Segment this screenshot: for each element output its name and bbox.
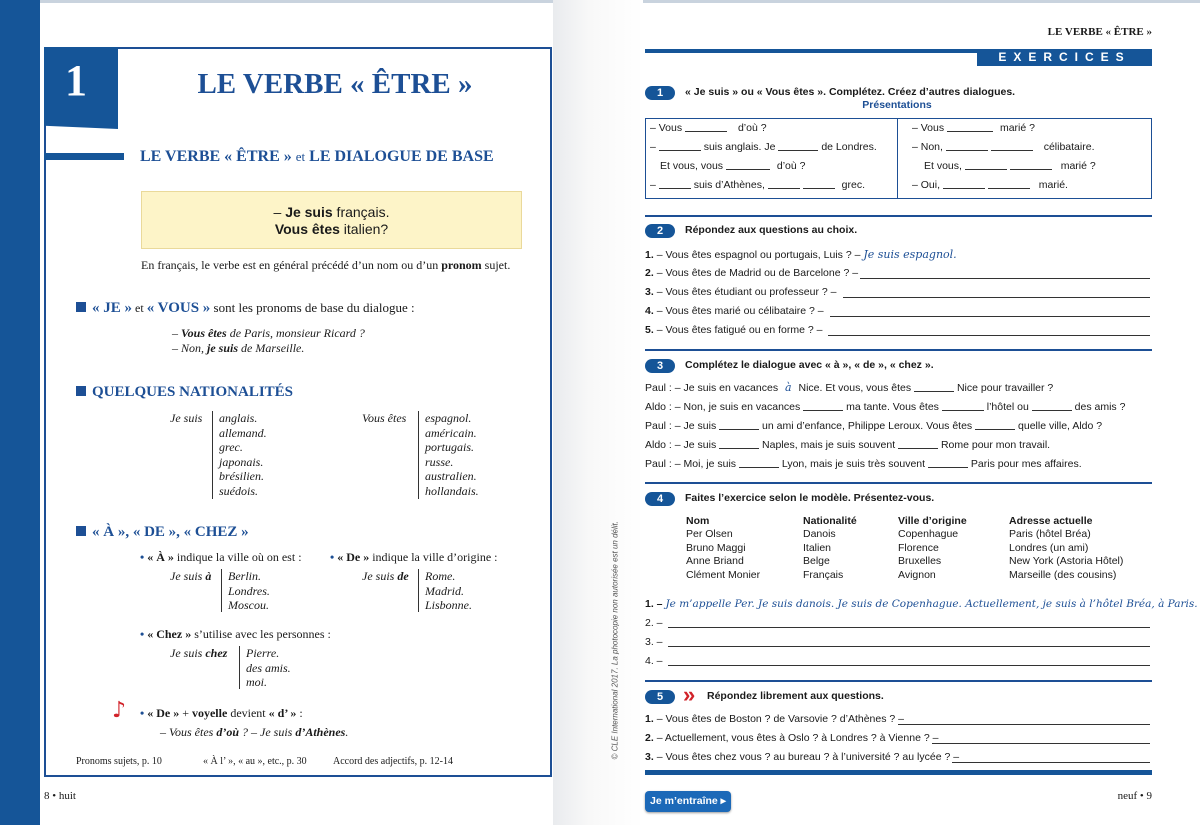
table-cell: Français: [803, 569, 844, 581]
table-cell: Copenhague: [898, 528, 959, 540]
ref-pronoms[interactable]: Pronoms sujets, p. 10: [76, 756, 162, 767]
bottom-rule: [645, 770, 1152, 775]
chez-lead: Je suis chez: [170, 646, 228, 660]
section-title: LE VERBE « ÊTRE » et LE DIALOGUE DE BASE: [140, 148, 494, 165]
chapter-number: 1: [65, 56, 87, 105]
ex2-answer-line-2[interactable]: [860, 278, 1150, 279]
square-bullet-icon: [76, 386, 86, 396]
intro-text: En français, le verbe est en général précédé d’un nom ou d’un pronom sujet.: [141, 258, 511, 272]
ex1-right-line-4: – Oui, marié.: [912, 179, 1068, 191]
ex2-item-4: 4. – Vous êtes marié ou célibataire ? –: [645, 305, 824, 317]
ex4-answer-3-label: 3. –: [645, 636, 663, 648]
ex3-line-4: Aldo : – Je suis Naples, mais je suis souvent Rome pour mon travail.: [645, 439, 1051, 451]
ex3-line-5: Paul : – Moi, je suis Lyon, mais je suis très souvent Paris pour mes affaires.: [645, 458, 1082, 470]
ex1-left-line-2: – suis anglais. Je de Londres.: [650, 141, 877, 153]
ex4-answer-4-label: 4. –: [645, 655, 663, 667]
example-line-2: Vous êtes italien?: [274, 221, 389, 237]
double-chevron-icon: »: [683, 682, 696, 707]
ex3-line-3: Paul : – Je suis un ami d’enfance, Philippe Leroux. Vous êtes quelle ville, Aldo ?: [645, 420, 1103, 432]
ex1-right-line-2: – Non, célibataire.: [912, 141, 1095, 153]
table-row: Per Olsen: [686, 528, 733, 540]
exercise-separator: [645, 482, 1152, 484]
ex1-right-line-3: Et vous, marié ?: [924, 160, 1096, 172]
de-rule: • « De » indique la ville d’origine :: [330, 550, 498, 564]
exercise-2-number: 2: [645, 224, 675, 238]
ex2-item-3: 3. – Vous êtes étudiant ou professeur ? –: [645, 286, 837, 298]
voyelle-example: – Vous êtes d’où ? – Je suis d’Athènes.: [160, 725, 349, 739]
je-suis-label: Je suis: [170, 411, 203, 425]
table-cell: Paris (hôtel Bréa): [1009, 528, 1091, 540]
example-line-1: – Je suis français.: [273, 204, 390, 220]
a-city-list: Berlin. Londres. Moscou.: [221, 569, 270, 612]
ex1-left-line-4: – suis d’Athènes, grec.: [650, 179, 866, 191]
exercise-separator: [645, 680, 1152, 682]
ex3-line-2: Aldo : – Non, je suis en vacances ma tante. Vous êtes l’hôtel ou des amis ?: [645, 401, 1126, 413]
exercise-3-instruction: Complétez le dialogue avec « à », « de », « chez ».: [685, 359, 934, 371]
table-cell: Belge: [803, 555, 830, 567]
ex4-answer-line-2[interactable]: [668, 627, 1150, 628]
square-bullet-icon: [76, 302, 86, 312]
table-cell: Avignon: [898, 569, 936, 581]
nationality-list-1: anglais. allemand. grec. japonais. brésilien. suédois.: [212, 411, 267, 499]
ex5-item-1: 1. – Vous êtes de Boston ? de Varsovie ? d’Athènes ? –: [645, 713, 904, 725]
square-bullet-icon: [76, 526, 86, 536]
ex4-answer-2-label: 2. –: [645, 617, 663, 629]
left-blue-strip: [0, 0, 40, 825]
a-rule: • « À » indique la ville où on est :: [140, 550, 302, 564]
table-row: Clément Monier: [686, 569, 761, 581]
exercise-5-instruction: Répondez librement aux questions.: [707, 690, 884, 702]
je-m-entraine-button[interactable]: Je m’entraîne ▸: [645, 791, 731, 812]
ex5-answer-line-2[interactable]: [932, 743, 1150, 744]
ex1-right-line-1: – Vous marié ?: [912, 122, 1035, 134]
running-head: LE VERBE « ÊTRE »: [1047, 26, 1152, 38]
ex4-answer-1: 1. – Je m’appelle Per. Je suis danois. Je suis de Copenhague. Actuellement, je suis à l’hôtel Bréa, à Paris.: [645, 598, 1198, 610]
nationalites-heading: QUELQUES NATIONALITÉS: [76, 383, 293, 401]
ex2-answer-line-3[interactable]: [843, 297, 1150, 298]
book-gutter: [553, 0, 643, 825]
je-vous-heading: « JE » et « VOUS » sont les pronoms de base du dialogue :: [76, 299, 546, 317]
col-header-ville: Ville d’origine: [898, 515, 967, 527]
table-cell: New York (Astoria Hôtel): [1009, 555, 1124, 567]
ex2-answer-line-4[interactable]: [830, 316, 1150, 317]
handwritten-answer: Je suis espagnol.: [863, 248, 957, 261]
exercise-4-instruction: Faites l’exercice selon le modèle. Présentez-vous.: [685, 492, 935, 504]
je-vous-example-1: – Vous êtes de Paris, monsieur Ricard ?: [172, 326, 365, 340]
col-header-nom: Nom: [686, 515, 710, 527]
prepositions-heading: « À », « DE », « CHEZ »: [76, 523, 249, 541]
voyelle-rule: • « De » + voyelle devient « d’ » :: [140, 706, 303, 720]
vous-etes-label: Vous êtes: [362, 411, 407, 425]
exercise-1-instruction: « Je suis » ou « Vous êtes ». Complétez. Créez d’autres dialogues.: [685, 86, 1016, 98]
ex2-item-1: 1. – Vous êtes espagnol ou portugais, Luis ? – Je suis espagnol.: [645, 248, 957, 261]
example-box: [141, 191, 522, 249]
col-header-nationalite: Nationalité: [803, 515, 857, 527]
ex2-answer-line-5[interactable]: [828, 335, 1150, 336]
exercise-2-instruction: Répondez aux questions au choix.: [685, 224, 858, 236]
table-cell: Florence: [898, 542, 939, 554]
ref-a-au[interactable]: « À l’ », « au », etc., p. 30: [203, 756, 307, 767]
ex2-item-5: 5. – Vous êtes fatigué ou en forme ? –: [645, 324, 823, 336]
presentations-title: Présentations: [852, 99, 942, 111]
table-cell: Danois: [803, 528, 836, 540]
ex4-answer-line-4[interactable]: [668, 665, 1150, 666]
table-row: Bruno Maggi: [686, 542, 746, 554]
page-title: LE VERBE « ÊTRE »: [197, 68, 473, 100]
ex1-left-line-1: – Vous d’où ?: [650, 122, 767, 134]
de-city-list: Rome. Madrid. Lisbonne.: [418, 569, 472, 612]
de-lead: Je suis de: [362, 569, 409, 583]
table-cell: Italien: [803, 542, 832, 554]
ex1-left-line-3: Et vous, vous d’où ?: [660, 160, 806, 172]
handwritten-answer: Je m’appelle Per. Je suis danois. Je suis de Copenhague. Actuellement, je suis à l’hôtel Bréa, à Paris.: [665, 598, 1198, 610]
music-note-icon: ♪: [112, 698, 127, 723]
exercise-3-number: 3: [645, 359, 675, 373]
table-cell: Bruxelles: [898, 555, 942, 567]
ex5-answer-line-3[interactable]: [952, 762, 1150, 763]
chez-list: Pierre. des amis. moi.: [239, 646, 291, 689]
right-page-number: neuf • 9: [1117, 790, 1152, 802]
a-lead: Je suis à: [170, 569, 212, 583]
nationality-list-2: espagnol. américain. portugais. russe. australien. hollandais.: [418, 411, 479, 499]
table-row: Anne Briand: [686, 555, 744, 567]
exercise-1-number: 1: [645, 86, 675, 100]
ex5-item-3: 3. – Vous êtes chez vous ? au bureau ? à l’université ? au lycée ? –: [645, 751, 960, 763]
ex5-answer-line-1[interactable]: [898, 724, 1150, 725]
exercise-4-number: 4: [645, 492, 675, 506]
left-page-number: 8 • huit: [44, 790, 76, 802]
exercise-separator: [645, 215, 1152, 217]
ref-accord[interactable]: Accord des adjectifs, p. 12-14: [333, 756, 453, 767]
table-cell: Marseille (des cousins): [1009, 569, 1117, 581]
je-vous-example-2: – Non, je suis de Marseille.: [172, 341, 305, 355]
exercices-tab: EXERCICES: [977, 49, 1152, 66]
ex4-answer-line-3[interactable]: [668, 646, 1150, 647]
copyright-notice: © CLE International 2017. La photocopie non autorisée est un délit.: [610, 520, 620, 760]
section-bar: [44, 153, 124, 160]
chez-rule: • « Chez » s’utilise avec les personnes :: [140, 627, 331, 641]
ex2-item-2: 2. – Vous êtes de Madrid ou de Barcelone ? –: [645, 267, 859, 279]
col-header-adresse: Adresse actuelle: [1009, 515, 1093, 527]
table-cell: Londres (un ami): [1009, 542, 1089, 554]
exercise-5-number: 5: [645, 690, 675, 704]
ex5-item-2: 2. – Actuellement, vous êtes à Oslo ? à Londres ? à Vienne ? –: [645, 732, 939, 744]
presentations-divider: [897, 118, 898, 199]
exercise-separator: [645, 349, 1152, 351]
ex3-line-1: Paul : – Je suis en vacances à Nice. Et vous, vous êtes Nice pour travailler ?: [645, 381, 1054, 394]
